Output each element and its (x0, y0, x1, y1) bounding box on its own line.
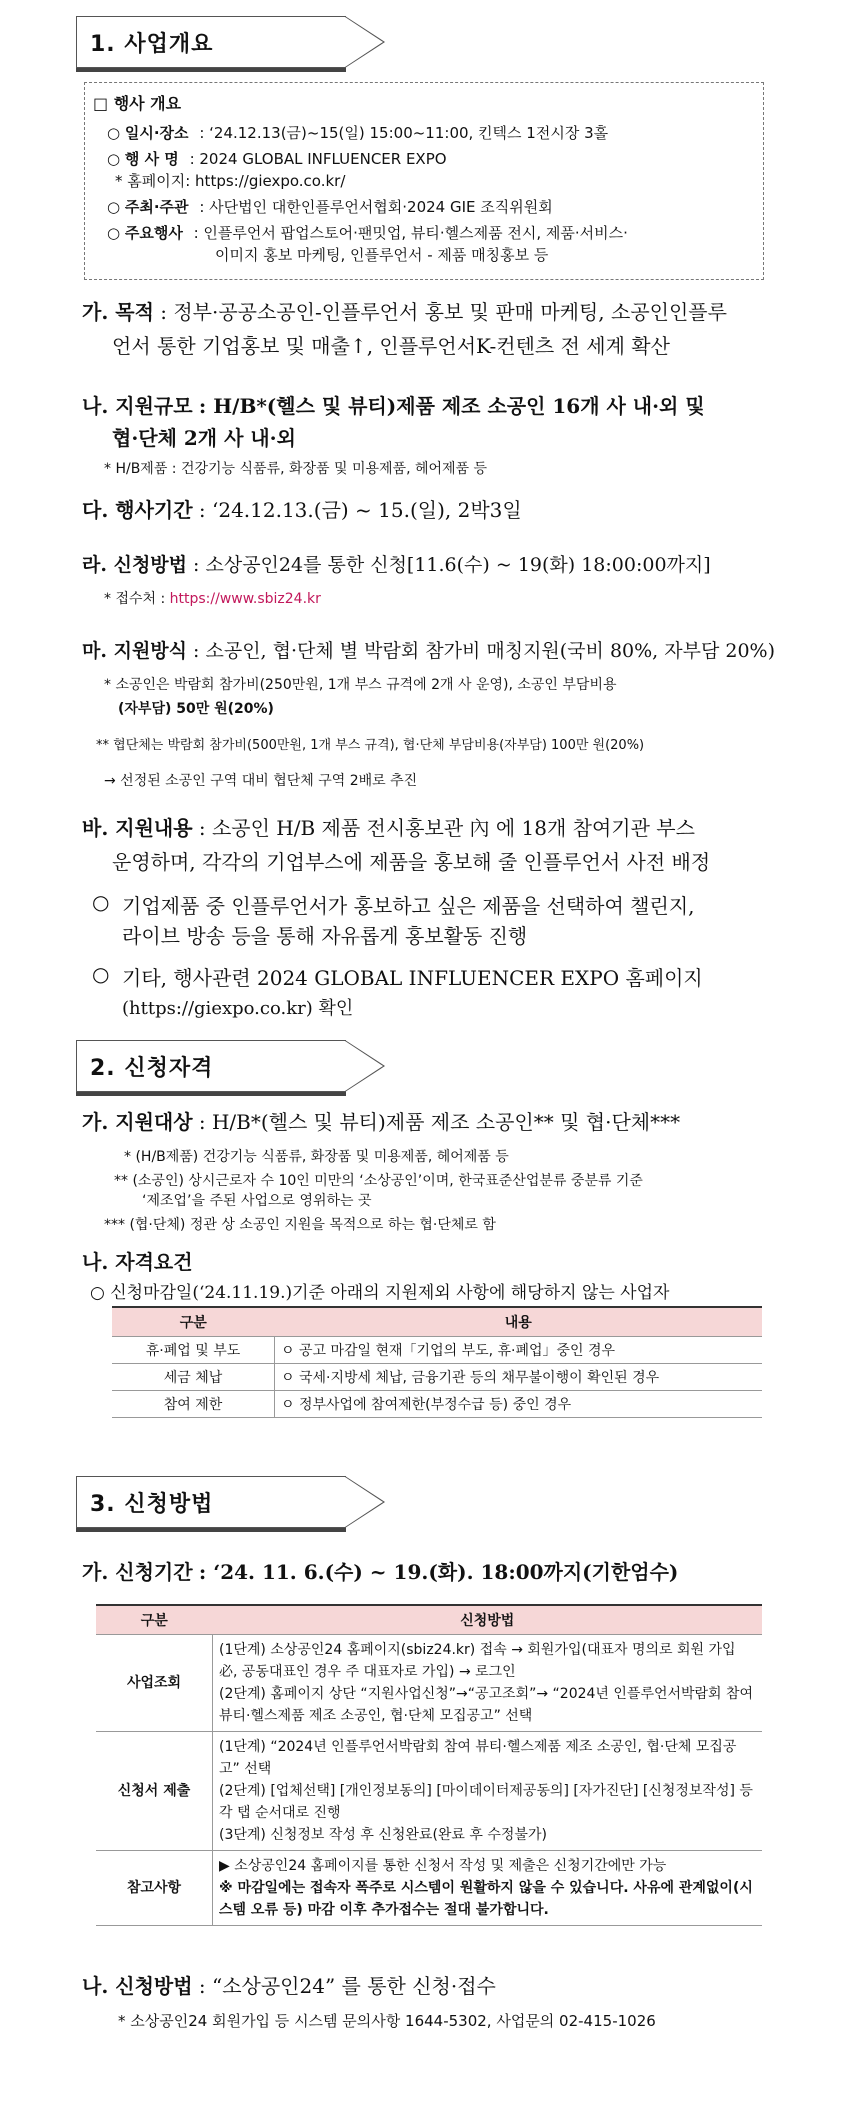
table-row (112, 1337, 762, 1364)
apply-method-table (96, 1604, 762, 1926)
bullet-circle: ○ (92, 962, 110, 986)
row-value: : 사단법인 대한인플루언서협회·2024 GIE 조직위원회 (199, 198, 553, 216)
item-value: : “소상공인24” 를 통한 신청·접수 (198, 1974, 496, 1998)
eligibility-text: ○ 신청마감일(‘24.11.19.)기준 아래의 지원제외 사항에 해당하지 않는 사업자 (90, 1283, 670, 1303)
method-note-3: → 선정된 소공인 구역 대비 협단체 구역 2배로 추진 (104, 773, 418, 789)
period-line (82, 494, 522, 523)
item-value: : ‘24.12.13.(금) ~ 15.(일), 2박3일 (198, 498, 522, 522)
row-value: : ‘24.12.13(금)~15(일) 15:00~11:00, 킨텍스 1전시장 3홀 (199, 124, 609, 142)
step-text: (2단계) [업체선택] [개인정보동의] [마이데이터제공동의] [자가진단] [신청정보작성] 등 각 탭 순서대로 진행 (219, 1783, 753, 1821)
section-header-1 (76, 16, 386, 68)
table-cell: 휴·폐업 및 부도 (112, 1337, 275, 1364)
apply-via-line (82, 1970, 496, 1999)
step-text: (1단계) “2024년 인플루언서박람회 참여 뷰티·헬스제품 제조 소공인, 협·단체 모집공고” 선택 (219, 1739, 737, 1777)
scale-cont: 협·단체 2개 사 내·외 (112, 426, 296, 450)
target-line (82, 1106, 680, 1135)
homepage-note: * 홈페이지: https://giexpo.co.kr/ (115, 172, 346, 190)
row-value: : 2024 GLOBAL INFLUENCER EXPO (189, 150, 447, 168)
purpose-line (82, 296, 727, 325)
table-header: 내용 (275, 1307, 763, 1337)
table-cell (213, 1851, 763, 1926)
table-header-row (112, 1307, 762, 1337)
sbiz24-link[interactable]: https://www.sbiz24.kr (169, 591, 321, 607)
item-value: : 소공인 H/B 제품 전시홍보관 內 에 18개 참여기관 부스 (198, 816, 695, 840)
item-value: : ‘24. 11. 6.(수) ~ 19.(화). 18:00까지(기한엄수) (198, 1560, 679, 1584)
table-header: 구분 (112, 1307, 275, 1337)
apply-note (104, 588, 321, 608)
apply-line (82, 550, 711, 577)
item-label: 가. 목적 (82, 300, 154, 324)
method-note-2: ** 협단체는 박람회 참가비(500만원, 1개 부스 규격), 협·단체 부담비용(자부담) 100만 원(20%) (96, 738, 645, 753)
row-key: 참고사항 (96, 1851, 213, 1926)
table-row (96, 1851, 762, 1926)
overview-row: ○ 행 사 명 : 2024 GLOBAL INFLUENCER EXPO (107, 150, 447, 168)
table-cell: 참여 제한 (112, 1391, 275, 1418)
scale-line (82, 390, 705, 419)
contact-note: * 소상공인24 회원가입 등 시스템 문의사항 1644-5302, 사업문의 02-415-1026 (118, 2012, 656, 2030)
item-label: 가. 신청기간 (82, 1560, 193, 1584)
step-text: (2단계) 홈페이지 상단 “지원사업신청”→“공고조회”→ “2024년 인플루언서박람회 참여 뷰티·헬스제품 제조 소공인, 협·단체 모집공고” 선택 (219, 1686, 754, 1724)
item-value: : H/B*(헬스 및 뷰티)제품 제조 소공인** 및 협·단체*** (198, 1110, 681, 1134)
table-row (96, 1732, 762, 1851)
item-value: : 소상공인24를 통한 신청[11.6(수) ~ 19(화) 18:00:00까지] (193, 554, 711, 576)
row-value-cont: 이미지 홍보 마케팅, 인플루언서 - 제품 매칭홍보 등 (215, 246, 549, 264)
method-note-1b: (자부담) 50만 원(20%) (118, 701, 274, 717)
target-note-3: *** (협·단체) 정관 상 소공인 지원을 목적으로 하는 협·단체로 함 (104, 1217, 496, 1233)
item-label: 마. 지원방식 (82, 640, 187, 662)
target-note-2b: ‘제조업’을 주된 사업으로 영위하는 곳 (142, 1193, 372, 1209)
table-cell: ㅇ 정부사업에 참여제한(부정수급 등) 중인 경우 (275, 1391, 763, 1418)
row-key: 주최·주관 (124, 198, 189, 216)
item-label: 나. 지원규모 (82, 394, 193, 418)
etc-line-2: (https://giexpo.co.kr) 확인 (122, 998, 354, 1019)
item-label: 바. 지원내용 (82, 816, 193, 840)
table-cell: 세금 체납 (112, 1364, 275, 1391)
table-cell: ㅇ 공고 마감일 현재「기업의 부도, 휴·폐업」중인 경우 (275, 1337, 763, 1364)
item-value: : 소공인, 협·단체 별 박람회 참가비 매칭지원(국비 80%, 자부담 20%) (193, 640, 775, 662)
overview-heading: □ 행사 개요 (93, 94, 182, 113)
section-title: 2. 신청자격 (90, 1056, 214, 1081)
note-prefix: * 접수처 : (104, 591, 170, 607)
target-note-2: ** (소공인) 상시근로자 수 10인 미만의 ‘소상공인’이며, 한국표준산업분류 중분류 기준 (114, 1173, 643, 1189)
row-key: 사업조회 (96, 1635, 213, 1732)
section-title: 3. 신청방법 (90, 1492, 214, 1517)
note-text: ▶ 소상공인24 홈페이지를 통한 신청서 작성 및 제출은 신청기간에만 가능 (219, 1858, 667, 1874)
table-header: 신청방법 (213, 1605, 763, 1635)
table-row (112, 1391, 762, 1418)
section-title: 1. 사업개요 (90, 32, 214, 57)
content-cont: 운영하며, 각각의 기업부스에 제품을 홍보해 줄 인플루언서 사전 배정 (112, 850, 711, 874)
section-header-3 (76, 1476, 386, 1528)
warning-text: ※ 마감일에는 접속자 폭주로 시스템이 원활하지 않을 수 있습니다. 사유에 관계없이(시스템 오류 등) 마감 이후 추가접수는 절대 불가합니다. (219, 1880, 753, 1918)
content-line (82, 812, 695, 841)
purpose-cont: 언서 통한 기업홍보 및 매출↑, 인플루언서K-컨텐츠 전 세계 확산 (112, 334, 670, 358)
challenge-line-2: 라이브 방송 등을 통해 자유롭게 홍보활동 진행 (122, 924, 528, 948)
item-label: 라. 신청방법 (82, 554, 187, 576)
overview-row: ○ 일시·장소 : ‘24.12.13(금)~15(일) 15:00~11:00, 킨텍스 1전시장 3홀 (107, 124, 609, 142)
item-label: 가. 지원대상 (82, 1110, 193, 1134)
row-key: 일시·장소 (124, 124, 189, 142)
bullet-circle: ○ (92, 890, 110, 914)
challenge-line-1: 기업제품 중 인플루언서가 홍보하고 싶은 제품을 선택하여 챌린지, (122, 894, 695, 918)
item-label: 나. 신청방법 (82, 1974, 193, 1998)
overview-row: ○ 주요행사 : 인플루언서 팝업스토어·팬밋업, 뷰티·헬스제품 전시, 제품·서비스· (107, 224, 628, 242)
item-value: : 정부·공공소공인-인플루언서 홍보 및 판매 마케팅, 소공인인플루 (160, 300, 727, 324)
table-row (96, 1635, 762, 1732)
overview-box (84, 82, 764, 280)
row-key: 신청서 제출 (96, 1732, 213, 1851)
exclusion-table (112, 1306, 762, 1418)
etc-line-1: 기타, 행사관련 2024 GLOBAL INFLUENCER EXPO 홈페이지 (122, 966, 703, 990)
row-key: 행 사 명 (124, 150, 179, 168)
table-header-row (96, 1605, 762, 1635)
table-cell (213, 1635, 763, 1732)
row-key: 주요행사 (124, 224, 183, 242)
section-header-2 (76, 1040, 386, 1092)
apply-period-line (82, 1556, 678, 1585)
overview-row: ○ 주최·주관 : 사단법인 대한인플루언서협회·2024 GIE 조직위원회 (107, 198, 553, 216)
method-line (82, 636, 775, 663)
scale-note: * H/B제품 : 건강기능 식품류, 화장품 및 미용제품, 헤어제품 등 (104, 461, 488, 477)
eligibility-label: 나. 자격요건 (82, 1250, 193, 1274)
table-cell (213, 1732, 763, 1851)
table-header: 구분 (96, 1605, 213, 1635)
step-text: (1단계) 소상공인24 홈페이지(sbiz24.kr) 접속 → 회원가입(대표자 명의로 회원 가입 必, 공동대표인 경우 주 대표자로 가입) → 로그인 (219, 1642, 736, 1680)
target-note-1: * (H/B제품) 건강기능 식품류, 화장품 및 미용제품, 헤어제품 등 (124, 1149, 509, 1165)
method-note-1: * 소공인은 박람회 참가비(250만원, 1개 부스 규격에 2개 사 운영), 소공인 부담비용 (104, 677, 617, 693)
row-value: : 인플루언서 팝업스토어·팬밋업, 뷰티·헬스제품 전시, 제품·서비스· (193, 224, 628, 242)
step-text: (3단계) 신청정보 작성 후 신청완료(완료 후 수정불가) (219, 1827, 547, 1843)
item-label: 다. 행사기간 (82, 498, 193, 522)
table-row (112, 1364, 762, 1391)
table-cell: ㅇ 국세·지방세 체납, 금융기관 등의 채무불이행이 확인된 경우 (275, 1364, 763, 1391)
item-value: : H/B*(헬스 및 뷰티)제품 제조 소공인 16개 사 내·외 및 (198, 394, 705, 418)
